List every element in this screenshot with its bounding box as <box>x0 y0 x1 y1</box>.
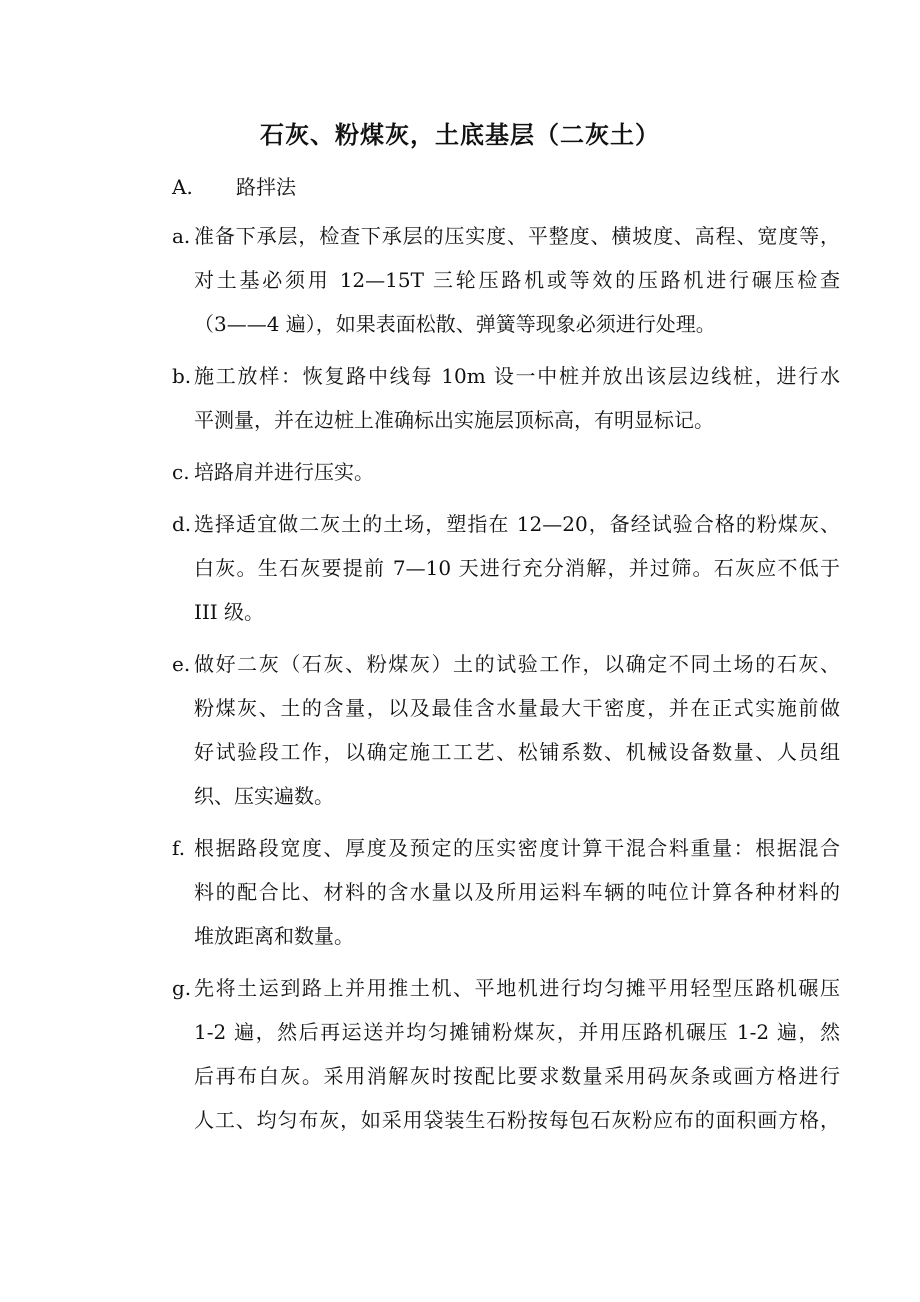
item-line: 根据路段宽度、厚度及预定的压实密度计算干混合料重量：根据混合 <box>194 836 840 860</box>
section-heading <box>172 168 296 206</box>
list-item-a <box>172 214 840 346</box>
item-line: 对土基必须用 12—15T 三轮压路机或等效的压路机进行碾压检查 <box>194 268 840 292</box>
section-label: 路拌法 <box>236 175 296 199</box>
item-marker: g. <box>172 976 192 1000</box>
item-line: 后再布白灰。采用消解灰时按配比要求数量采用码灰条或画方格进行 <box>194 1064 840 1088</box>
list-item-e <box>172 642 840 818</box>
item-line: 1-2 遍，然后再运送并均匀摊铺粉煤灰，并用压路机碾压 1-2 遍，然 <box>194 1020 840 1044</box>
item-list <box>172 214 840 1150</box>
list-item-c <box>172 450 840 494</box>
item-line: III 级。 <box>194 600 265 624</box>
item-line: 准备下承层，检查下承层的压实度、平整度、横坡度、高程、宽度等， <box>194 224 840 248</box>
item-line: 粉煤灰、土的含量，以及最佳含水量最大干密度，并在正式实施前做 <box>194 696 840 720</box>
item-line: 堆放距离和数量。 <box>194 924 354 948</box>
section-marker: A. <box>172 175 193 199</box>
item-line: （3——4 遍），如果表面松散、弹簧等现象必须进行处理。 <box>194 312 716 336</box>
item-line: 织、压实遍数。 <box>194 784 334 808</box>
item-marker: a. <box>172 224 191 248</box>
item-marker: f. <box>172 836 186 860</box>
item-line: 做好二灰（石灰、粉煤灰）土的试验工作，以确定不同土场的石灰、 <box>194 652 840 676</box>
item-line: 施工放样：恢复路中线每 10m 设一中桩并放出该层边线桩，进行水 <box>194 364 840 388</box>
item-marker: d. <box>172 512 192 536</box>
item-line: 人工、均匀布灰，如采用袋装生石粉按每包石灰粉应布的面积画方格， <box>194 1108 840 1132</box>
item-marker: e. <box>172 652 191 676</box>
item-line: 平测量，并在边桩上准确标出实施层顶标高，有明显标记。 <box>194 408 714 432</box>
item-line: 先将土运到路上并用推土机、平地机进行均匀摊平用轻型压路机碾压 <box>194 976 840 1000</box>
list-item-f <box>172 826 840 958</box>
item-line: 白灰。生石灰要提前 7—10 天进行充分消解，并过筛。石灰应不低于 <box>194 556 840 580</box>
item-line: 料的配合比、材料的含水量以及所用运料车辆的吨位计算各种材料的 <box>194 880 840 904</box>
item-line: 好试验段工作，以确定施工工艺、松铺系数、机械设备数量、人员组 <box>194 740 840 764</box>
list-item-g <box>172 966 840 1142</box>
list-item-b <box>172 354 840 442</box>
list-item-d <box>172 502 840 634</box>
item-line: 选择适宜做二灰土的土场，塑指在 12—20，备经试验合格的粉煤灰、 <box>194 512 840 536</box>
item-line: 培路肩并进行压实。 <box>194 460 374 484</box>
item-marker: b. <box>172 364 192 388</box>
document-title: 石灰、粉煤灰，土底基层（二灰土） <box>260 121 660 149</box>
item-marker: c. <box>172 460 190 484</box>
